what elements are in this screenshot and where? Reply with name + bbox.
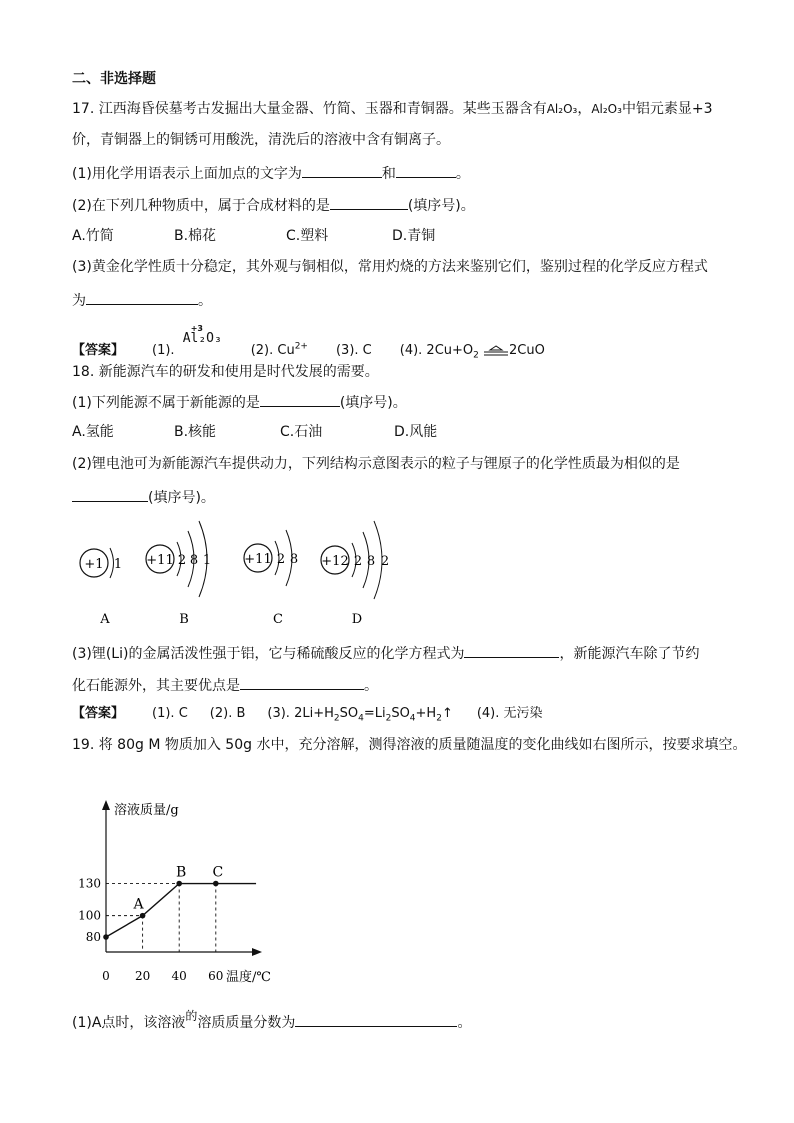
q17-stem-line1 <box>72 100 713 118</box>
x-tick-label: 0 <box>102 969 110 983</box>
q17-part2-end: (填序号)。 <box>407 198 475 214</box>
q18-option-d: D.风能 <box>394 424 438 440</box>
q18-ans3-e: +H <box>415 706 437 721</box>
atom-c-label: C <box>273 612 283 627</box>
q18-part3-mid: ，新能源汽车除了节约 <box>559 646 700 662</box>
q17-ans4-end: 2CuO <box>509 343 545 358</box>
q17-ans2: (2). Cu <box>250 343 295 358</box>
q17-part1-and: 和 <box>381 166 396 182</box>
q18-ans3-b: SO <box>339 706 359 721</box>
atom-a-shell-1: 1 <box>113 557 123 572</box>
point-label-a: A <box>133 896 144 913</box>
y-tick-label: 80 <box>85 930 101 945</box>
q17-ans1: (1). <box>152 343 175 358</box>
y-tick-label: 130 <box>78 876 101 891</box>
q18-option-a: A.氢能 <box>72 424 114 440</box>
q17-ans1-valence: +3 <box>190 324 203 333</box>
q17-part3-end: 。 <box>198 293 212 309</box>
q18-stem: 18. 新能源汽车的研发和使用是时代发展的需要。 <box>72 364 379 380</box>
q18-ans4: (4). 无污染 <box>476 706 543 721</box>
q17-option-d: D.青铜 <box>392 228 436 244</box>
q18-part3-blank-2[interactable] <box>240 675 364 690</box>
q19-part1-text: (1)A点时，该溶液 <box>72 1015 186 1031</box>
atom-a <box>80 548 122 627</box>
q18-ans3-d: SO <box>391 706 410 721</box>
q18-ans3-sub1: 2 <box>333 713 340 724</box>
q18-answer <box>72 705 543 728</box>
atom-c <box>244 530 298 627</box>
atom-a-nucleus: +1 <box>84 557 104 572</box>
atom-a-label: A <box>100 612 110 627</box>
q19-part1-end: 。 <box>457 1015 472 1031</box>
x-tick-label: 40 <box>171 969 187 983</box>
point-label-c: C <box>212 864 224 881</box>
q17-formula-al2o3: Al₂O₃ <box>546 102 578 116</box>
data-point <box>140 913 146 919</box>
q18-ans1: (1). C <box>152 706 188 721</box>
q18-answer-label: 【答案】 <box>72 706 125 721</box>
q17-part3-line2 <box>72 290 212 310</box>
y-axis-label: 溶液质量/g <box>114 803 179 818</box>
point-label-b: B <box>176 864 187 881</box>
q17-option-b: B.棉花 <box>174 228 217 244</box>
atom-structure-diagrams <box>72 505 412 635</box>
q17-part2 <box>72 195 475 215</box>
q17-part1-blank-1[interactable] <box>302 163 382 178</box>
solution-mass-chart <box>72 796 292 990</box>
atom-c-shell-1: 2 <box>276 552 286 567</box>
atom-b-shell-3: 1 <box>202 553 212 568</box>
q18-option-c: C.石油 <box>280 424 323 440</box>
heat-condition-icon <box>483 345 509 357</box>
q17-part1-end: 。 <box>455 166 470 182</box>
q17-ans1-formula-box <box>179 324 223 354</box>
q18-ans3-sub2: 4 <box>358 713 364 724</box>
y-axis-arrow-icon <box>102 800 110 810</box>
q17-ans4: (4). 2Cu+O <box>399 343 474 358</box>
q17-stem-end: 中铝元素显+3 <box>621 101 713 117</box>
q18-part1-text: (1)下列能源不属于新能源的是 <box>72 395 260 411</box>
q17-stem-line2: 价，青铜器上的铜锈可用酸洗，清洗后的溶液中含有铜离子。 <box>72 132 450 148</box>
q18-part2-end: (填序号)。 <box>148 490 215 506</box>
q17-part3-line1: (3)黄金化学性质十分稳定，其外观与铜相似，常用灼烧的方法来鉴别它们，鉴别过程的化学反应方程式 <box>72 259 708 275</box>
q17-ans3: (3). C <box>335 343 372 358</box>
x-axis-label: 温度/℃ <box>226 970 271 985</box>
q18-ans3-sub4: 4 <box>409 713 416 724</box>
q19-part1 <box>72 1009 472 1032</box>
atom-b <box>146 521 211 627</box>
q18-option-b: B.核能 <box>174 424 217 440</box>
q17-part3-wei: 为 <box>72 293 86 309</box>
q18-part3-blank-1[interactable] <box>464 643 559 658</box>
q18-part3-end: 。 <box>364 678 378 694</box>
q18-options <box>72 423 437 441</box>
q18-ans2: (2). B <box>209 706 246 721</box>
q17-option-a: A.竹简 <box>72 228 114 244</box>
q18-part3-line2 <box>72 675 378 695</box>
q17-stem-text: 17. 江西海昏侯墓考古发掘出大量金器、竹简、玉器和青铜器。某些玉器含有 <box>72 101 547 117</box>
q18-part1-end: (填序号)。 <box>339 395 407 411</box>
series-line <box>106 884 256 938</box>
q17-ans4-sub: 2 <box>473 350 479 361</box>
q17-options <box>72 227 435 245</box>
q18-ans3-f: ↑ <box>441 706 453 721</box>
q17-sep: ， <box>577 101 592 117</box>
q17-part1-text: (1)用化学用语表示上面加点的文字为 <box>72 166 302 182</box>
atom-d-nucleus: +12 <box>321 554 349 569</box>
q18-part1 <box>72 392 407 412</box>
q18-part2-line1: (2)锂电池可为新能源汽车提供动力，下列结构示意图表示的粒子与锂原子的化学性质最为相似的是 <box>72 456 680 472</box>
atom-b-label: B <box>179 612 189 627</box>
q19-part1-text2: 溶质质量分数为 <box>197 1015 296 1031</box>
atom-b-shell-2: 8 <box>189 553 199 568</box>
q18-part3-text: (3)锂(Li)的金属活泼性强于铝，它与稀硫酸反应的化学方程式为 <box>72 646 465 662</box>
x-tick-label: 20 <box>134 969 151 983</box>
q18-part2-blank[interactable] <box>72 487 148 502</box>
atom-c-nucleus: +11 <box>244 552 272 567</box>
x-axis-arrow-icon <box>252 948 262 956</box>
q17-ans1-formula: Al₂O₃ <box>182 331 222 346</box>
x-tick-label: 60 <box>208 969 224 983</box>
q17-ans2-sup: 2+ <box>294 341 308 352</box>
q17-part2-blank[interactable] <box>330 195 408 210</box>
q17-part3-blank[interactable] <box>86 290 198 305</box>
q17-answer <box>72 324 545 365</box>
q18-ans3-c: =Li <box>363 706 386 721</box>
q19-part1-de: 的 <box>185 1009 198 1023</box>
q17-part2-text: (2)在下列几种物质中，属于合成材料的是 <box>72 198 330 214</box>
q18-ans3-sub3: 2 <box>385 713 392 724</box>
atom-b-shell-1: 2 <box>177 553 187 568</box>
atom-d <box>321 521 389 627</box>
q17-answer-label: 【答案】 <box>72 343 125 358</box>
atom-c-shell-2: 8 <box>289 552 299 567</box>
q17-part1-blank-2[interactable] <box>396 163 456 178</box>
atom-d-shell-3: 2 <box>380 554 390 569</box>
q19-stem: 19. 将 80g M 物质加入 50g 水中，充分溶解，测得溶液的质量随温度的变化曲线如右图所示，按要求填空。 <box>72 737 747 753</box>
atom-d-shell-2: 8 <box>366 554 376 569</box>
q18-part1-blank[interactable] <box>260 392 340 407</box>
q18-part2-line2 <box>72 487 215 507</box>
q17-option-c: C.塑料 <box>286 228 329 244</box>
q17-part1 <box>72 163 470 183</box>
q19-part1-blank[interactable] <box>295 1012 457 1027</box>
data-point <box>103 934 109 940</box>
q18-part3-line1 <box>72 643 699 663</box>
y-tick-label: 100 <box>78 908 101 923</box>
atom-b-nucleus: +11 <box>146 553 174 568</box>
q18-ans3-a: (3). 2Li+H <box>267 706 334 721</box>
data-point <box>213 881 219 887</box>
section-title: 二、非选择题 <box>72 71 156 87</box>
atom-d-label: D <box>351 612 363 627</box>
data-point <box>176 881 182 887</box>
q18-ans3-sub5: 2 <box>436 713 442 724</box>
atom-d-shell-1: 2 <box>353 554 363 569</box>
q18-part3-text2: 化石能源外，其主要优点是 <box>72 678 240 694</box>
q17-formula-al2o3-2: Al₂O₃ <box>591 102 622 116</box>
